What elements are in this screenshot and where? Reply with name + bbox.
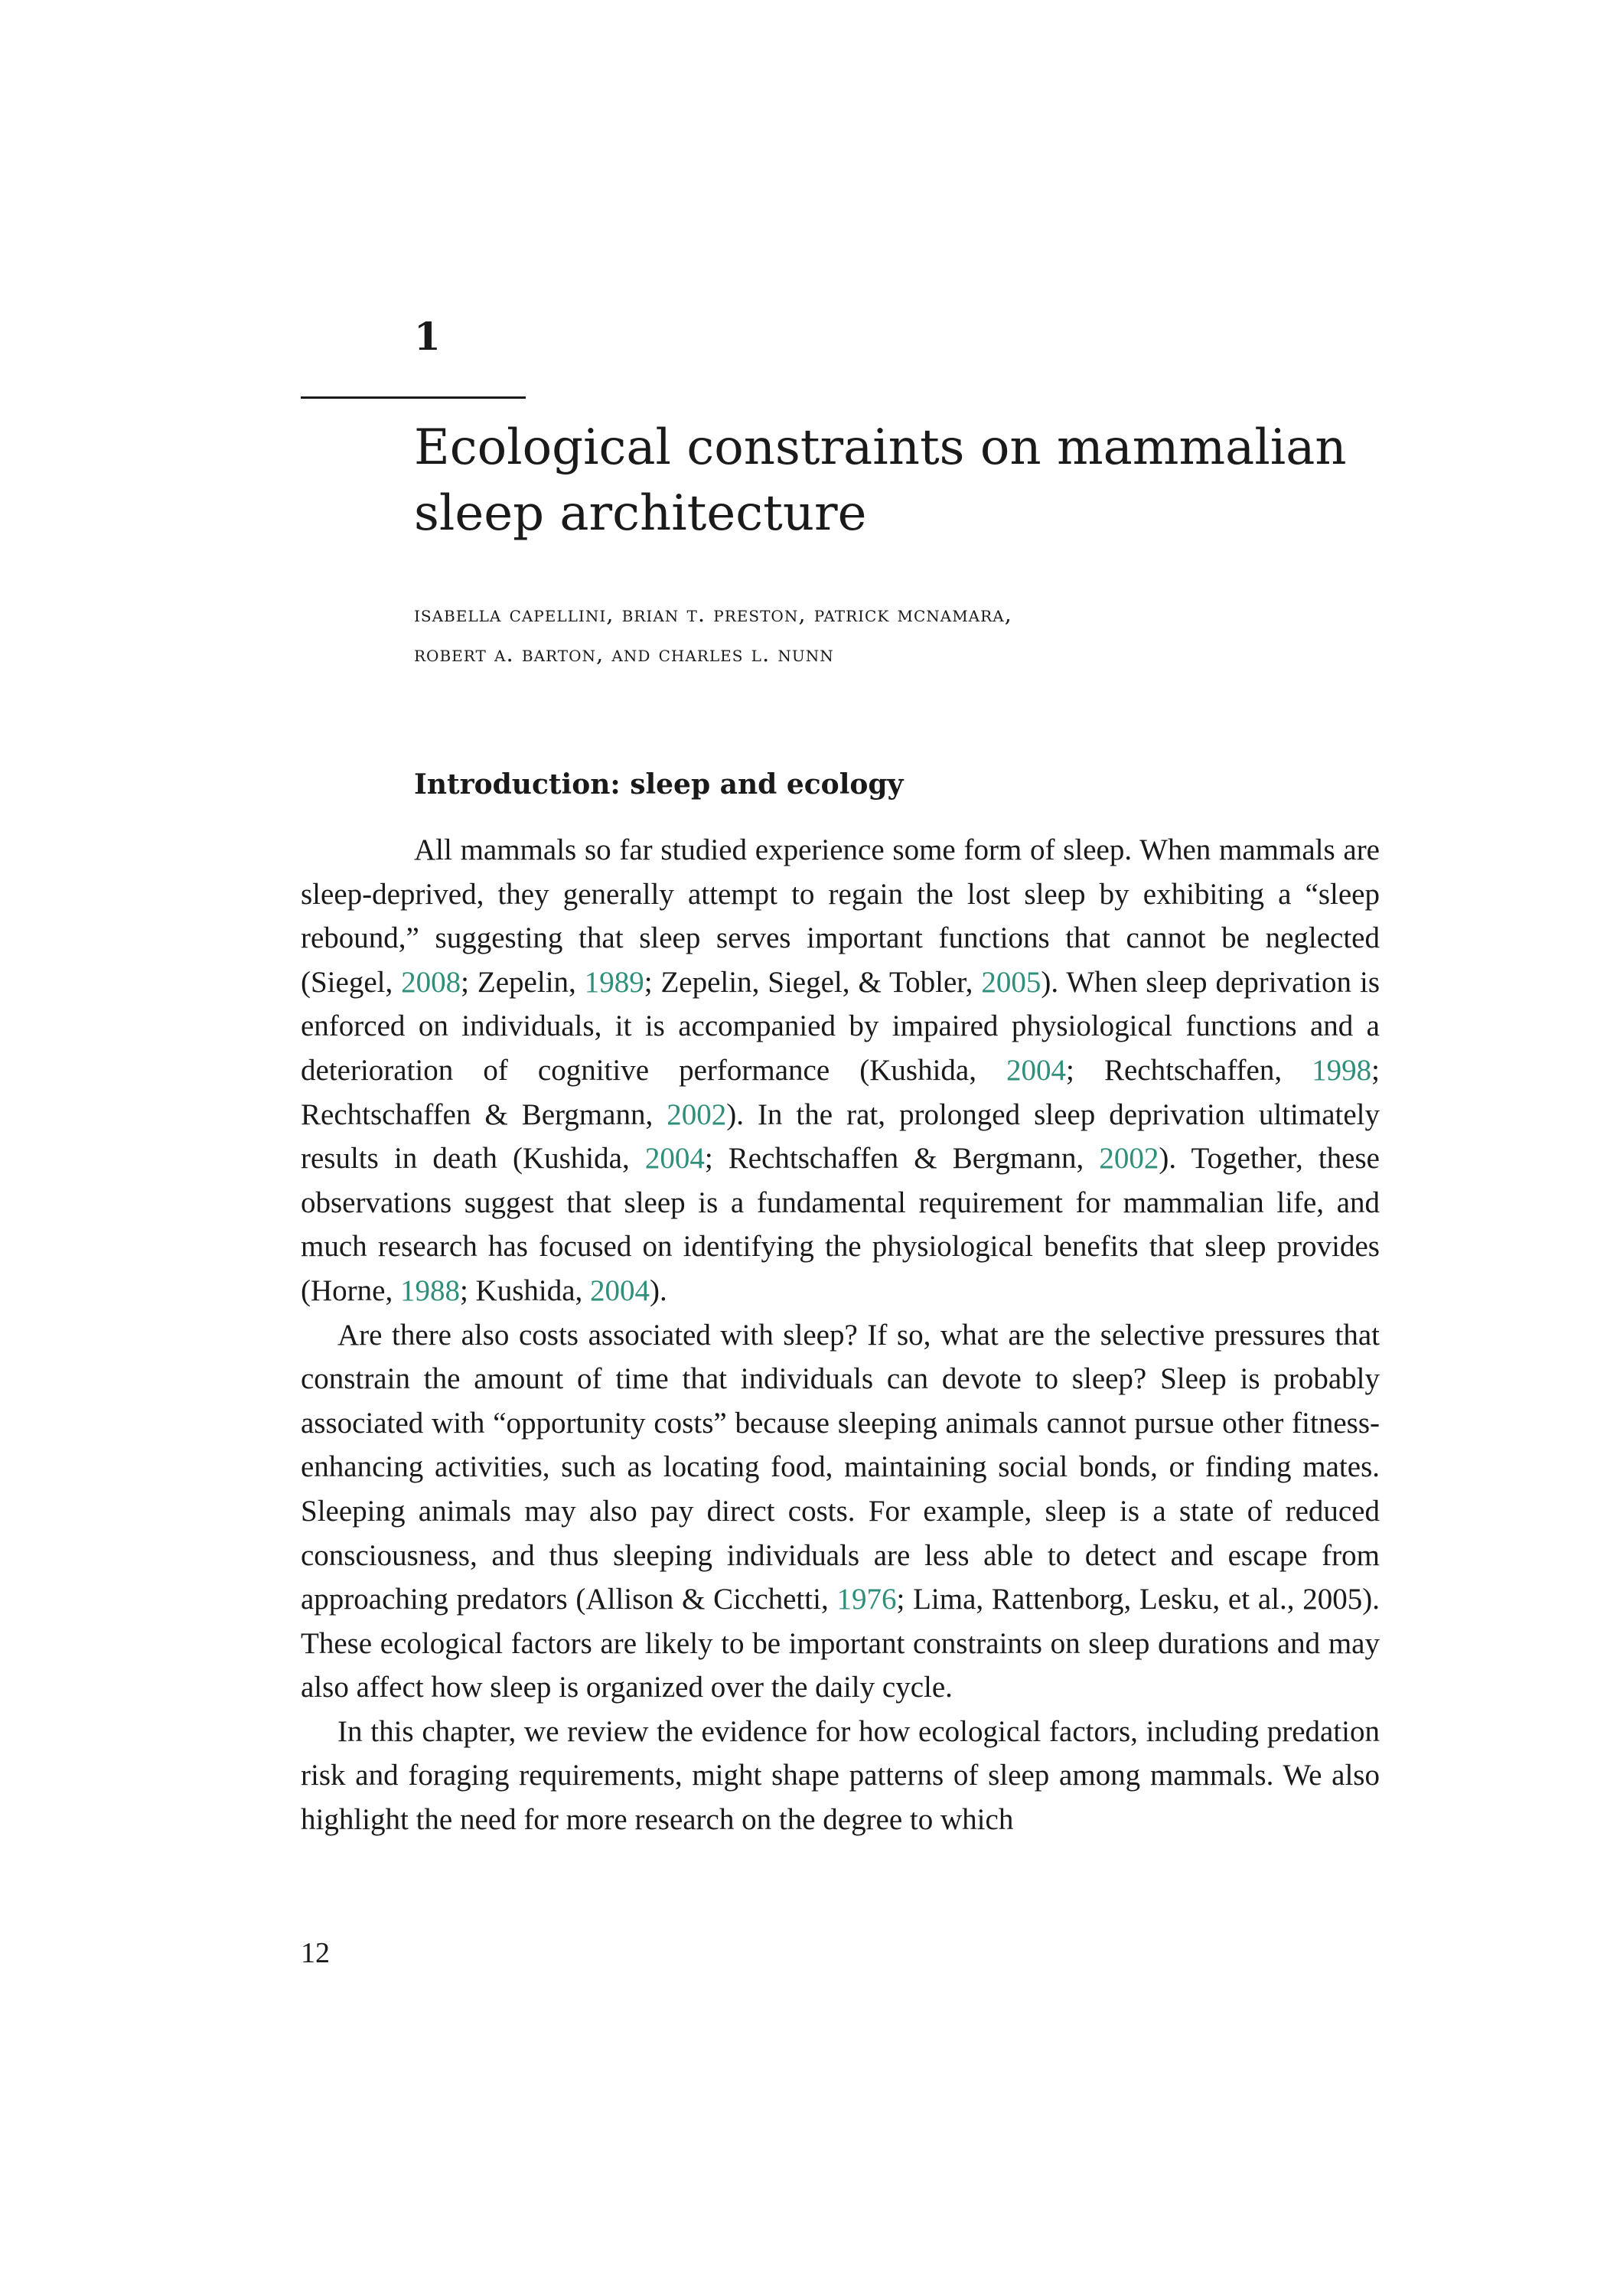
page-number: 12 bbox=[301, 1937, 330, 1969]
paragraph-text: ; Rechtschaffen & Bergmann, bbox=[704, 1142, 1100, 1176]
chapter-title-line-2: sleep architecture bbox=[414, 485, 867, 542]
chapter-title-line-1: Ecological constraints on mammalian bbox=[414, 419, 1347, 476]
citation-year-link[interactable]: 1989 bbox=[584, 965, 644, 999]
paragraph-text: ; Rechtschaffen, bbox=[1066, 1053, 1312, 1087]
paragraph-3 bbox=[301, 1710, 1380, 1842]
paragraph-text: Are there also costs associated with sleep? If so, what are the selective pressures that constrain the amount of time that individuals can devote to sleep? Sleep is probably associated with “opportunity costs” because sleeping animals cannot pursue other fitness-enhancing activities, such as locating food, maintaining social bonds, or finding mates. Sleeping animals may also pay direct costs. For example, sleep is a state of reduced consciousness, and thus sleeping individuals are less able to detect and escape from approaching predators (Allison & Cicchetti, bbox=[301, 1318, 1380, 1616]
paragraph-2 bbox=[301, 1313, 1380, 1710]
paragraph-text: ). When sleep deprivation is enforced on individuals, it is accompanied by impaired physiological functions and a deterioration of cognitive performance (Kushida, bbox=[301, 965, 1380, 1087]
paragraph-text: ; Zepelin, Siegel, & Tobler, bbox=[644, 965, 982, 999]
citation-year-link[interactable]: 2002 bbox=[667, 1097, 727, 1131]
paragraph-text: All mammals so far studied experience some form of sleep. When mammals are sleep-deprived, they generally attempt to regain the lost sleep by exhibiting a “sleep rebound,” suggesting that sleep serves important functions that cannot be neglected (Siegel, bbox=[301, 833, 1380, 999]
citation-year-link[interactable]: 1988 bbox=[399, 1274, 460, 1307]
paragraph-text: In this chapter, we review the evidence for how ecological factors, including predation risk and foraging requirements, might shape patterns of sleep among mammals. We also highlight the need for more research on the degree to which bbox=[301, 1714, 1380, 1837]
authors-line-1: isabella capellini, brian t. preston, patrick mcnamara, bbox=[414, 601, 1012, 627]
citation-year-link[interactable]: 2004 bbox=[590, 1274, 650, 1307]
citation-year-link[interactable]: 2004 bbox=[1006, 1053, 1067, 1087]
chapter-title bbox=[414, 415, 1409, 546]
author-list bbox=[414, 594, 1485, 673]
section-heading: Introduction: sleep and ecology bbox=[414, 768, 904, 801]
chapter-rule bbox=[301, 396, 526, 399]
chapter-number: 1 bbox=[414, 314, 441, 359]
citation-year-link[interactable]: 2002 bbox=[1099, 1142, 1159, 1176]
paragraph-text: ). bbox=[650, 1274, 667, 1307]
citation-year-link[interactable]: 1976 bbox=[836, 1583, 897, 1616]
paragraph-text: ). Together, these observations suggest that sleep is a fundamental requirement for mammalian life, and much research has focused on identifying the physiological benefits that sleep provides (Horne, bbox=[301, 1142, 1380, 1307]
paragraph-1 bbox=[301, 828, 1380, 1313]
citation-year-link[interactable]: 2004 bbox=[644, 1142, 705, 1176]
body-text bbox=[301, 828, 1380, 1842]
paragraph-text: ; Zepelin, bbox=[461, 965, 585, 999]
paragraph-text: ). In the rat, prolonged sleep deprivation ultimately results in death (Kushida, bbox=[301, 1097, 1380, 1176]
paragraph-text: ; Kushida, bbox=[459, 1274, 591, 1307]
citation-year-link[interactable]: 2008 bbox=[401, 965, 461, 999]
paragraph-text: ; Lima, Rattenborg, Lesku, et al., 2005). These ecological factors are likely to be important constraints on sleep durations and may also affect how sleep is organized over the daily cycle. bbox=[301, 1583, 1380, 1704]
citation-year-link[interactable]: 1998 bbox=[1312, 1053, 1372, 1087]
citation-year-link[interactable]: 2005 bbox=[981, 965, 1041, 999]
paragraph-text: ; Rechtschaffen & Bergmann, bbox=[301, 1053, 1380, 1131]
authors-line-2: robert a. barton, and charles l. nunn bbox=[414, 641, 834, 667]
